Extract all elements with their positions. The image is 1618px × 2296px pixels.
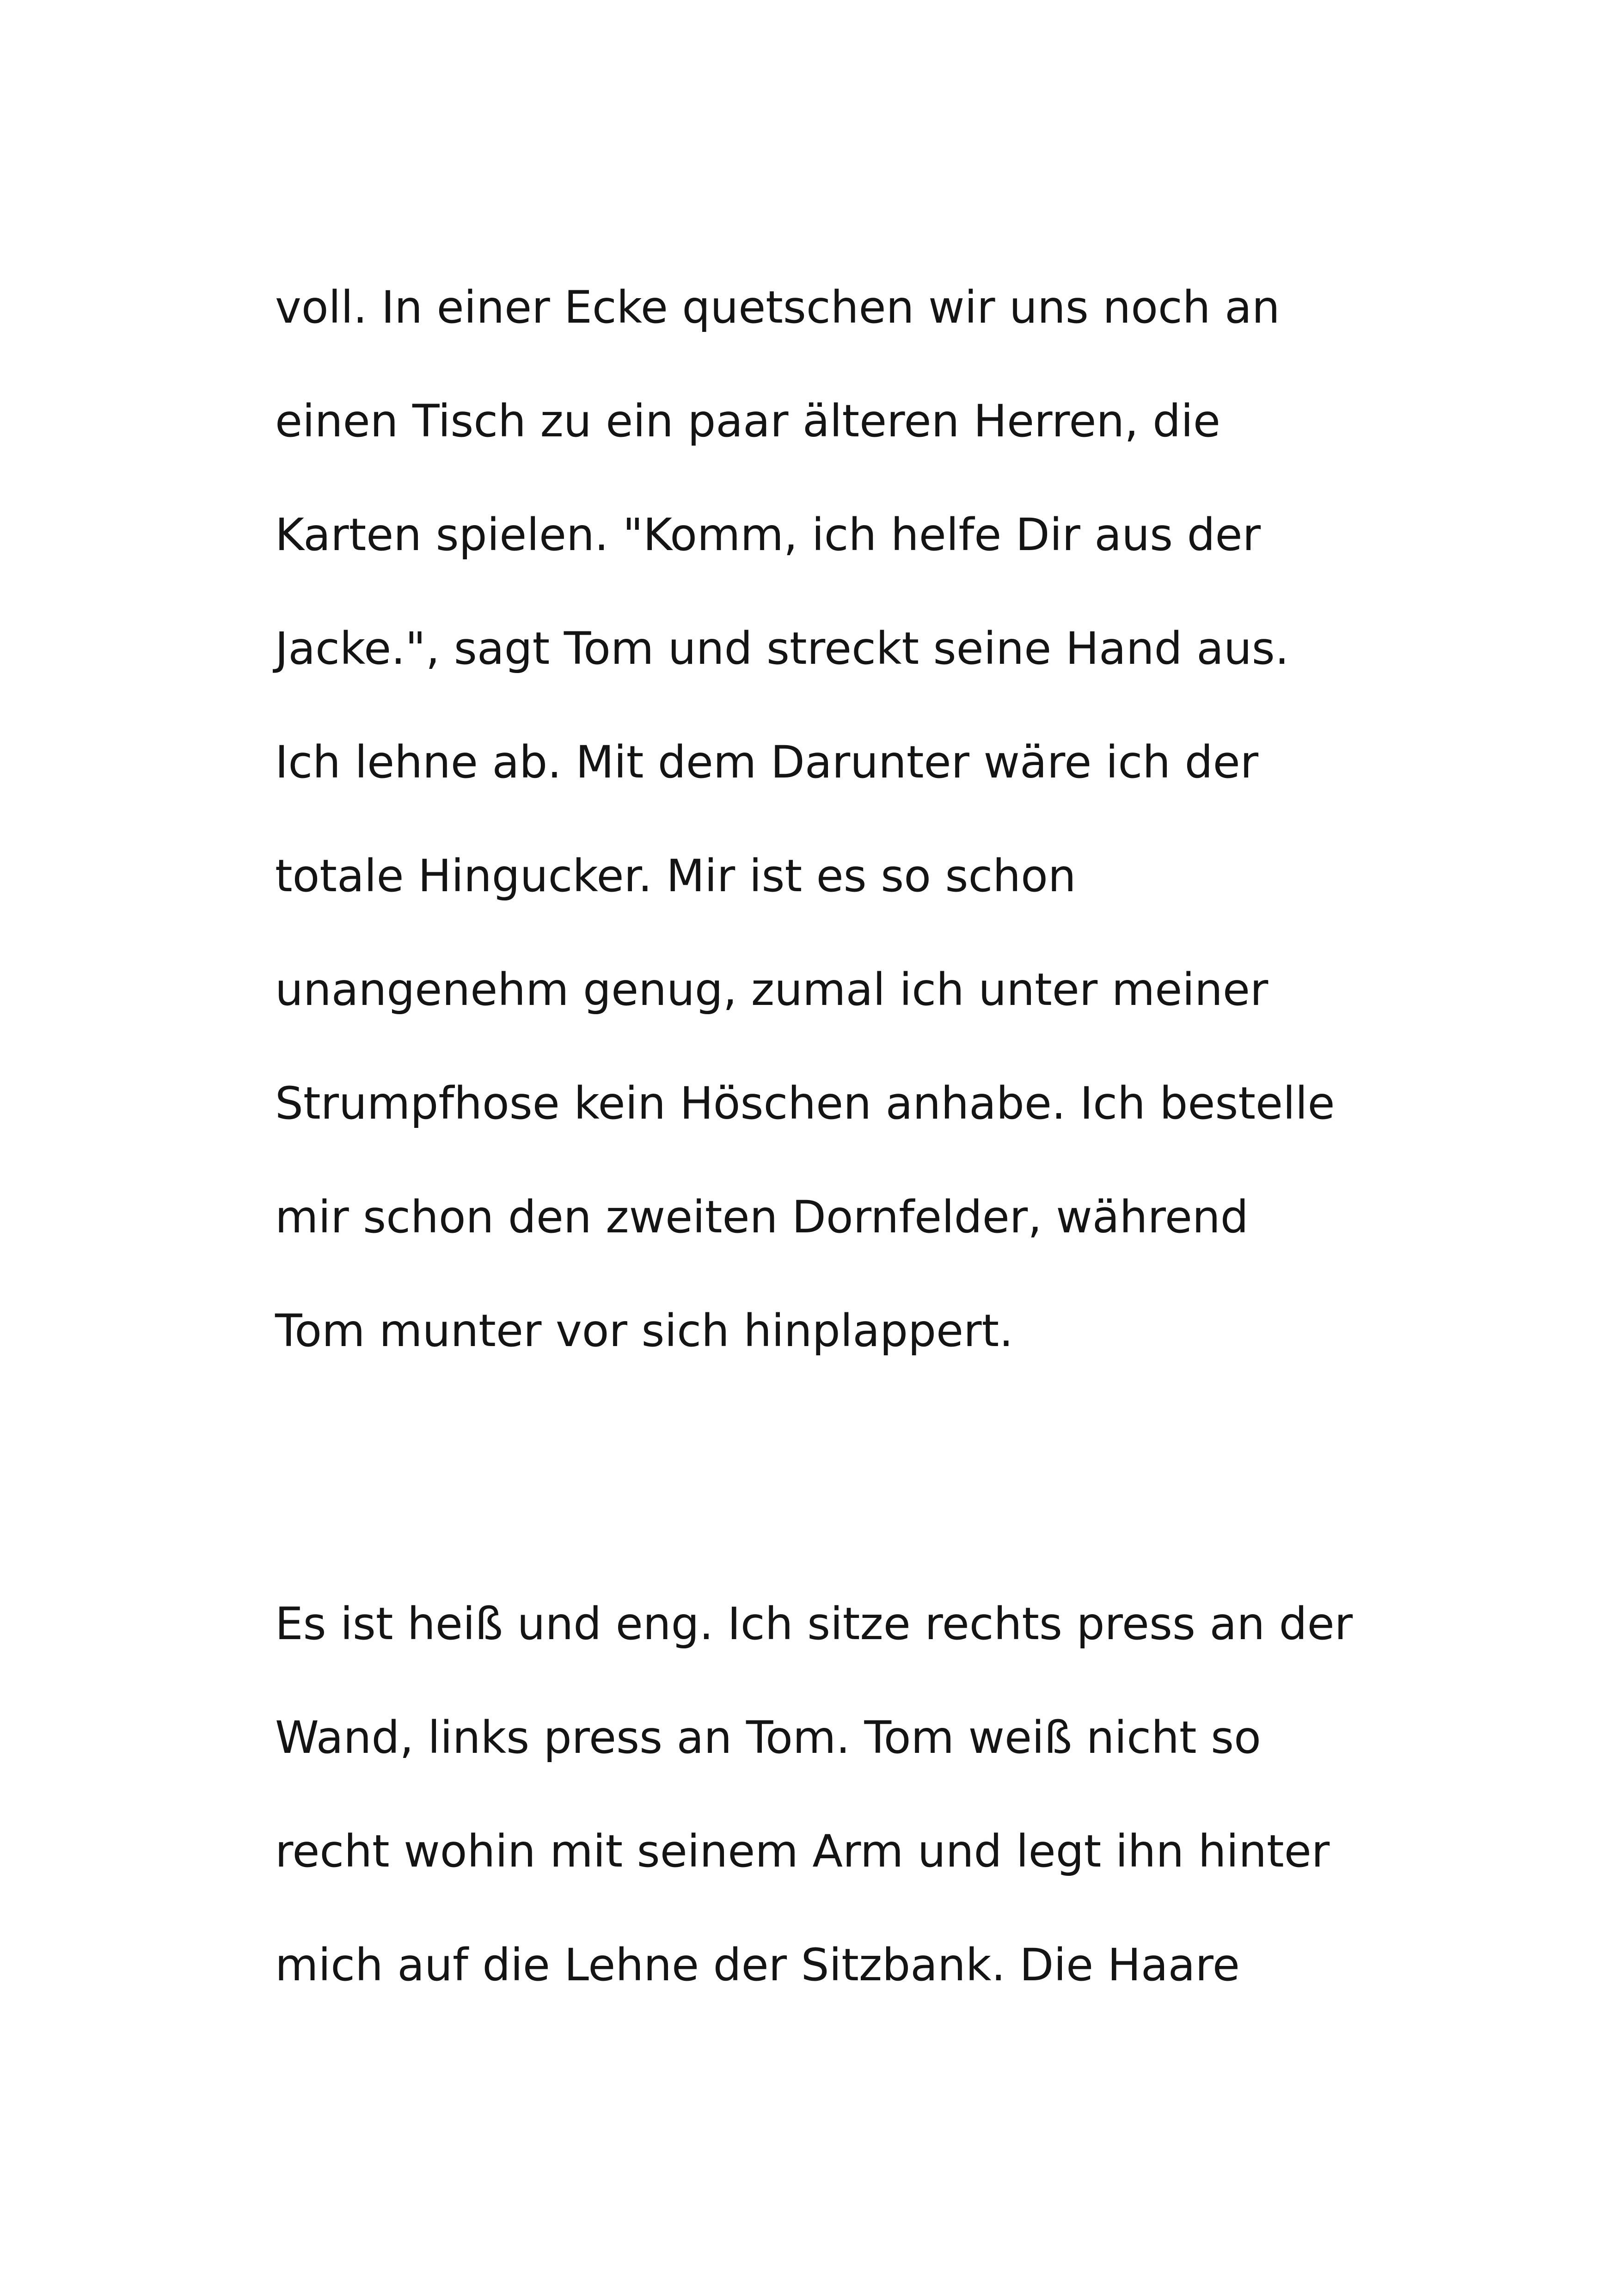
text-line: mich auf die Lehne der Sitzbank. Die Haare	[275, 1939, 1240, 1991]
paragraph-2	[275, 1567, 1569, 2022]
text-line: Es ist heiß und eng. Ich sitze rechts press an der	[275, 1598, 1353, 1650]
text-line: unangenehm genug, zumal ich unter meiner	[275, 964, 1269, 1016]
text-line: Jacke.", sagt Tom und streckt seine Hand aus.	[275, 623, 1289, 674]
text-line: Tom munter vor sich hinplappert.	[275, 1305, 1013, 1357]
text-line: Karten spielen. "Komm, ich helfe Dir aus der	[275, 509, 1261, 561]
text-line: recht wohin mit seinem Arm und legt ihn hinter	[275, 1825, 1330, 1877]
text-line: Ich lehne ab. Mit dem Darunter wäre ich der	[275, 736, 1259, 788]
text-line: mir schon den zweiten Dornfelder, während	[275, 1191, 1249, 1243]
text-line: Wand, links press an Tom. Tom weiß nicht so	[275, 1712, 1261, 1763]
paragraph-1	[275, 251, 1569, 1388]
text-line: Strumpfhose kein Höschen anhabe. Ich bestelle	[275, 1078, 1335, 1129]
text-line: voll. In einer Ecke quetschen wir uns noch an	[275, 282, 1280, 333]
text-line: totale Hingucker. Mir ist es so schon	[275, 850, 1076, 902]
text-line: einen Tisch zu ein paar älteren Herren, die	[275, 395, 1220, 447]
